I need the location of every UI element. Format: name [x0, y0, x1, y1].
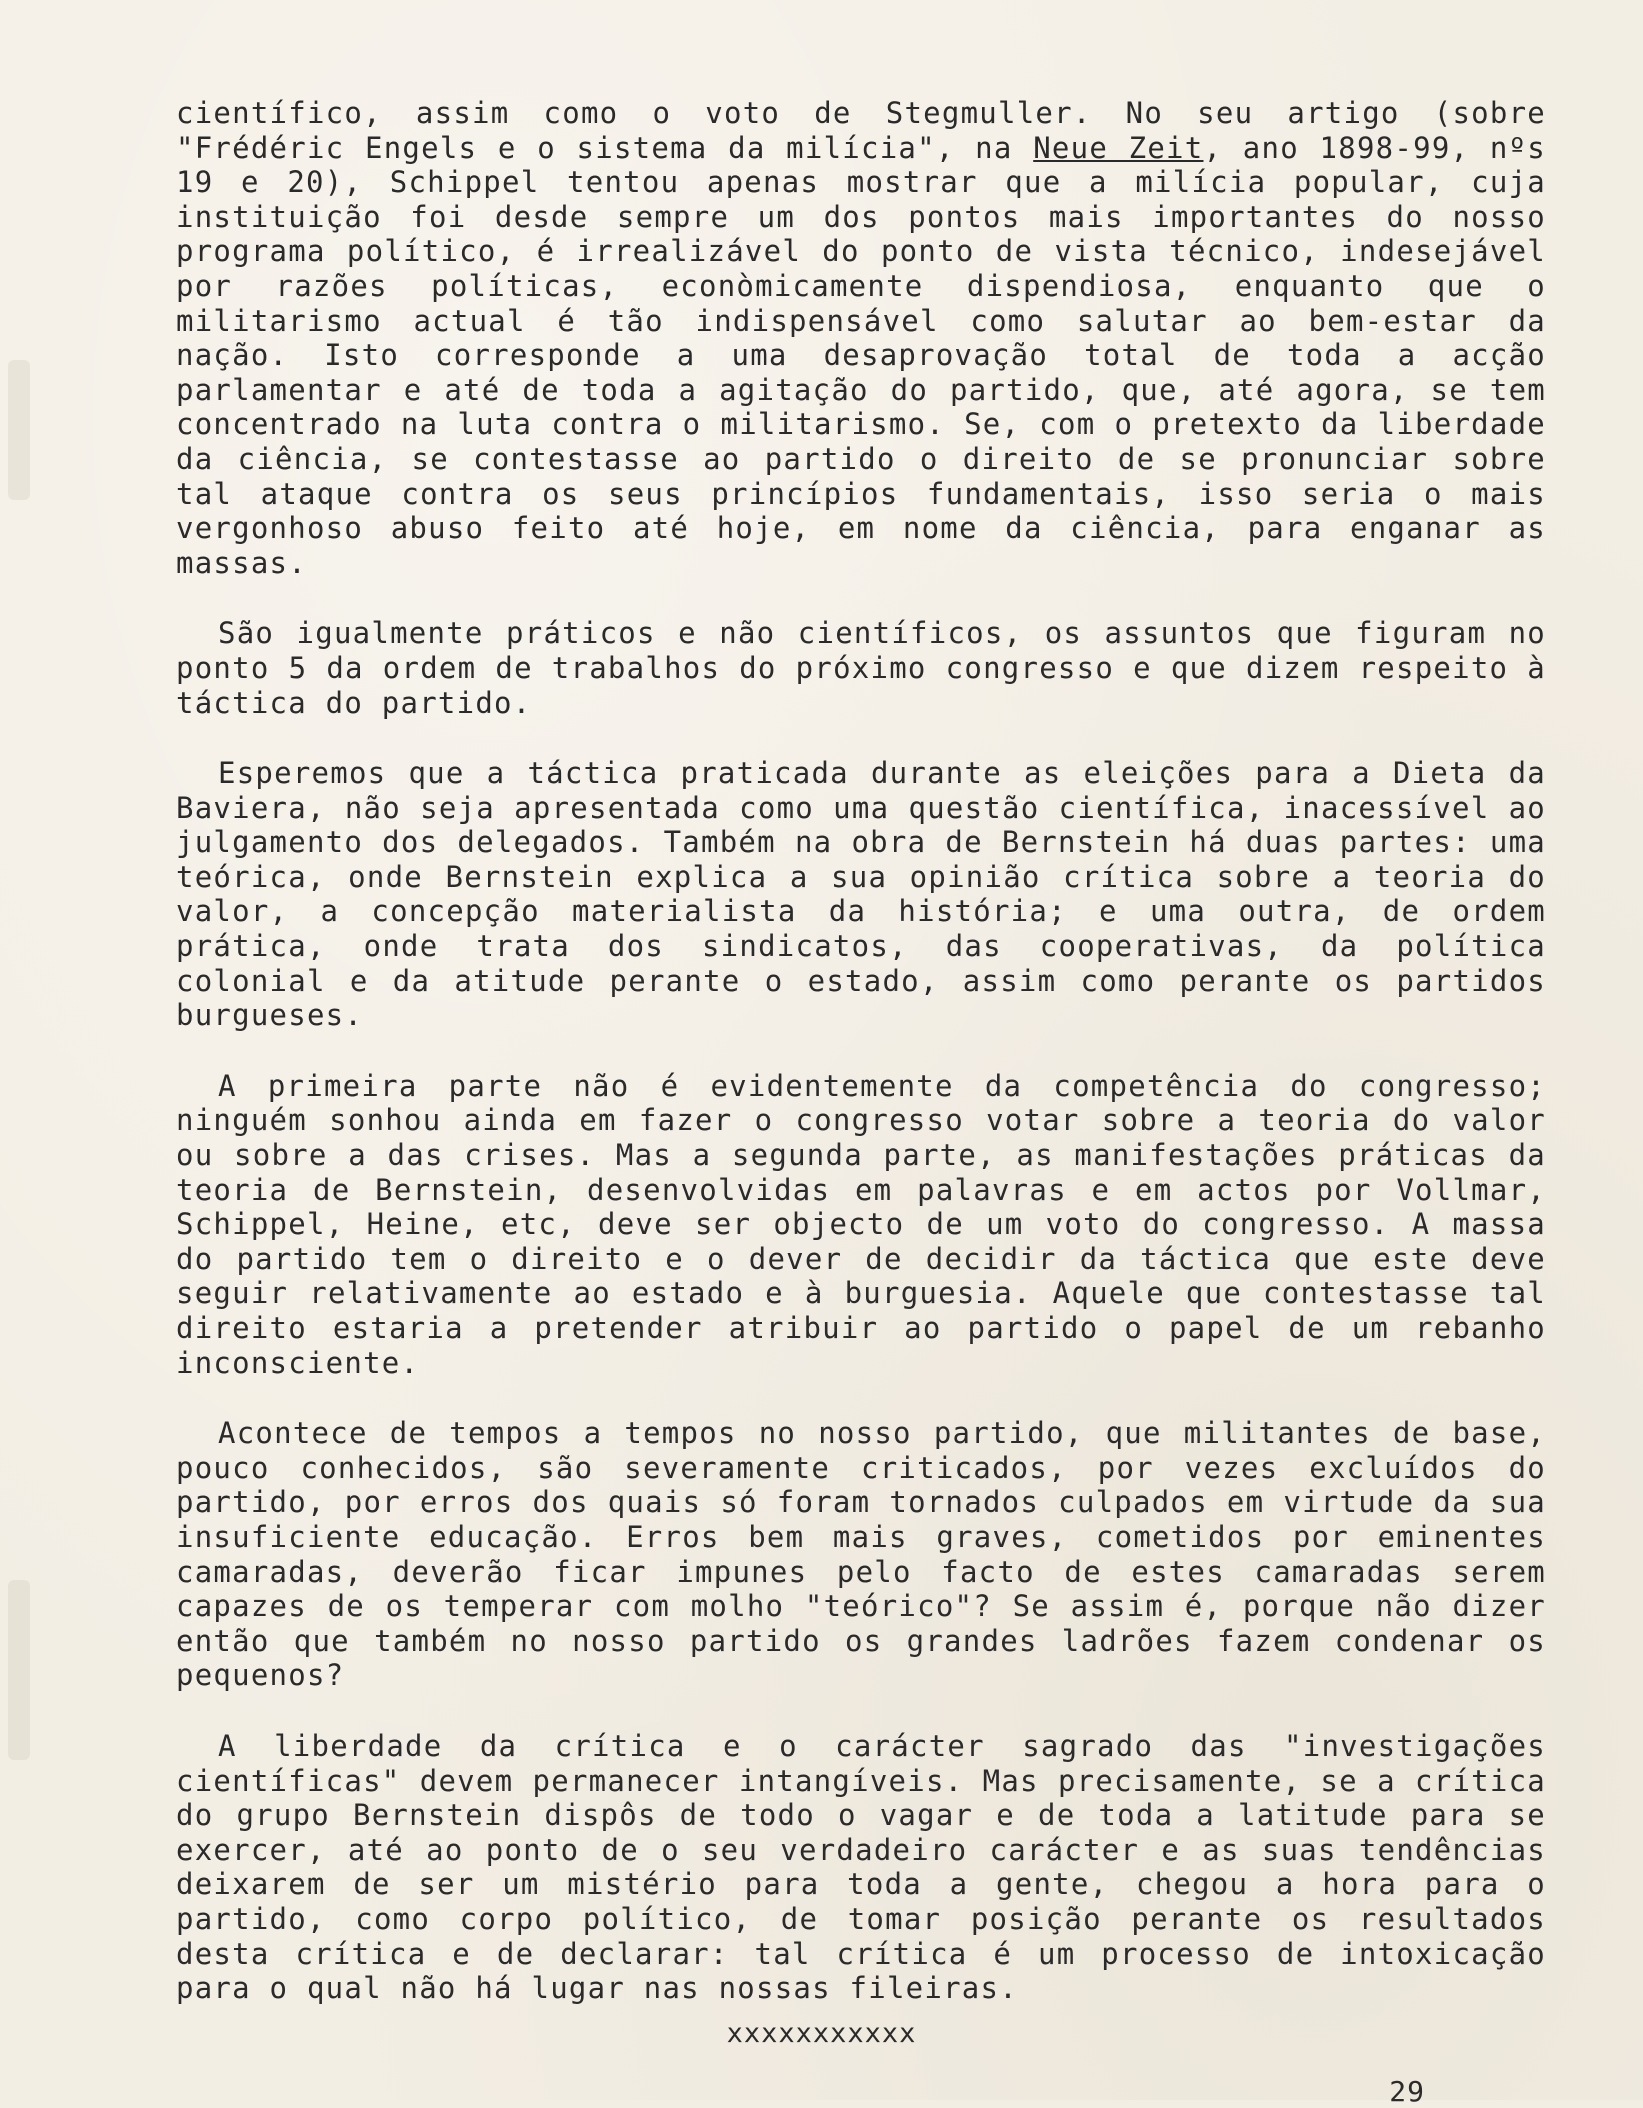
paragraph-text: A liberdade da crítica e o carácter sagrado das "investigações científicas" devem permanecer intangíveis. Mas precisamente, se a crítica do grupo Bernstein dispôs de todo o vagar e de toda a latitude para se exercer, até ao ponto de o seu verdadeiro carácter e as suas tendências deixarem de ser um mistério para toda a gente, chegou a hora para o partido, como corpo político, de tomar posição perante os resultados desta crítica e de declarar: tal crítica é um processo de intoxicação para o qual não há lugar nas nossas fileiras. — [176, 1728, 1546, 2006]
paragraph-text: São igualmente práticos e não científicos, os assuntos que figuram no ponto 5 da ordem de trabalhos do próximo congresso e que dizem respeito à táctica do partido. — [176, 616, 1546, 720]
page-number: 29 — [1389, 2075, 1425, 2108]
body-paragraph — [176, 1729, 1546, 2006]
paper-edge-stain — [8, 1580, 30, 1760]
body-paragraph — [176, 1416, 1546, 1693]
body-paragraph — [176, 96, 1546, 580]
underlined-title-text: Neue Zeit — [1033, 130, 1204, 165]
body-paragraph — [176, 756, 1546, 1033]
paragraph-text: A primeira parte não é evidentemente da competência do congresso; ninguém sonhou ainda em fazer o congresso votar sobre a teoria do valor ou sobre a das crises. Mas a segunda parte, as manifestações práticas da teoria de Bernstein, desenvolvidas em palavras e em actos por Vollmar, Schippel, Heine, etc, deve ser objecto de um voto do congresso. A massa do partido tem o direito e o dever de decidir da táctica que este deve seguir relativamente ao estado e à burguesia. Aquele que contestasse tal direito estaria a pretender atribuir ao partido o papel de um rebanho inconsciente. — [176, 1068, 1546, 1380]
paper-edge-stain — [8, 360, 30, 500]
paragraph-text: Esperemos que a táctica praticada durante as eleições para a Dieta da Baviera, não seja apresentada como uma questão científica, inacessível ao julgamento dos delegados. Também na obra de Bernstein há duas partes: uma teórica, onde Bernstein explica a sua opinião crítica sobre a teoria do valor, a concepção materialista da história; e uma outra, de ordem prática, onde trata dos sindicatos, das cooperativas, da política colonial e da atitude perante o estado, assim como perante os partidos burgueses. — [176, 756, 1546, 1033]
paragraph-text: Acontece de tempos a tempos no nosso partido, que militantes de base, pouco conhecidos, são severamente criticados, por vezes excluídos do partido, por erros dos quais só foram tornados culpados em virtude da sua insuficiente educação. Erros bem mais graves, cometidos por eminentes camaradas, deverão ficar impunes pelo facto de estes camaradas serem capazes de os temperar com molho "teórico"? Se assim é, porque não dizer então que também no nosso partido os grandes ladrões fazem condenar os pequenos? — [176, 1416, 1546, 1693]
body-paragraph — [176, 1069, 1546, 1380]
document-body — [176, 96, 1546, 2006]
section-separator: xxxxxxxxxxx — [726, 2018, 917, 2049]
body-paragraph — [176, 616, 1546, 720]
paragraph-text: , ano 1898-99, nºs 19 e 20), Schippel tentou apenas mostrar que a milícia popular, cuja instituição foi desde sempre um dos pontos mais importantes do nosso programa político, é irrealizável do ponto de vista técnico, indesejável por razões políticas, econòmicamente dispendiosa, enquanto que o militarismo actual é tão indispensável como salutar ao bem-estar da nação. Isto corresponde a uma desaprovação total de toda a acção parlamentar e até de toda a agitação do partido, que, até agora, se tem concentrado na luta contra o militarismo. Se, com o pretexto da liberdade da ciência, se contestasse ao partido o direito de se pronunciar sobre tal ataque contra os seus princípios fundamentais, isso seria o mais vergonhoso abuso feito até hoje, em nome da ciência, para enganar as massas. — [176, 130, 1546, 580]
paragraph-text: científico, assim como o voto de Stegmuller. No seu artigo (sobre "Frédéric Engels e o sistema da milícia", na — [176, 96, 1546, 165]
